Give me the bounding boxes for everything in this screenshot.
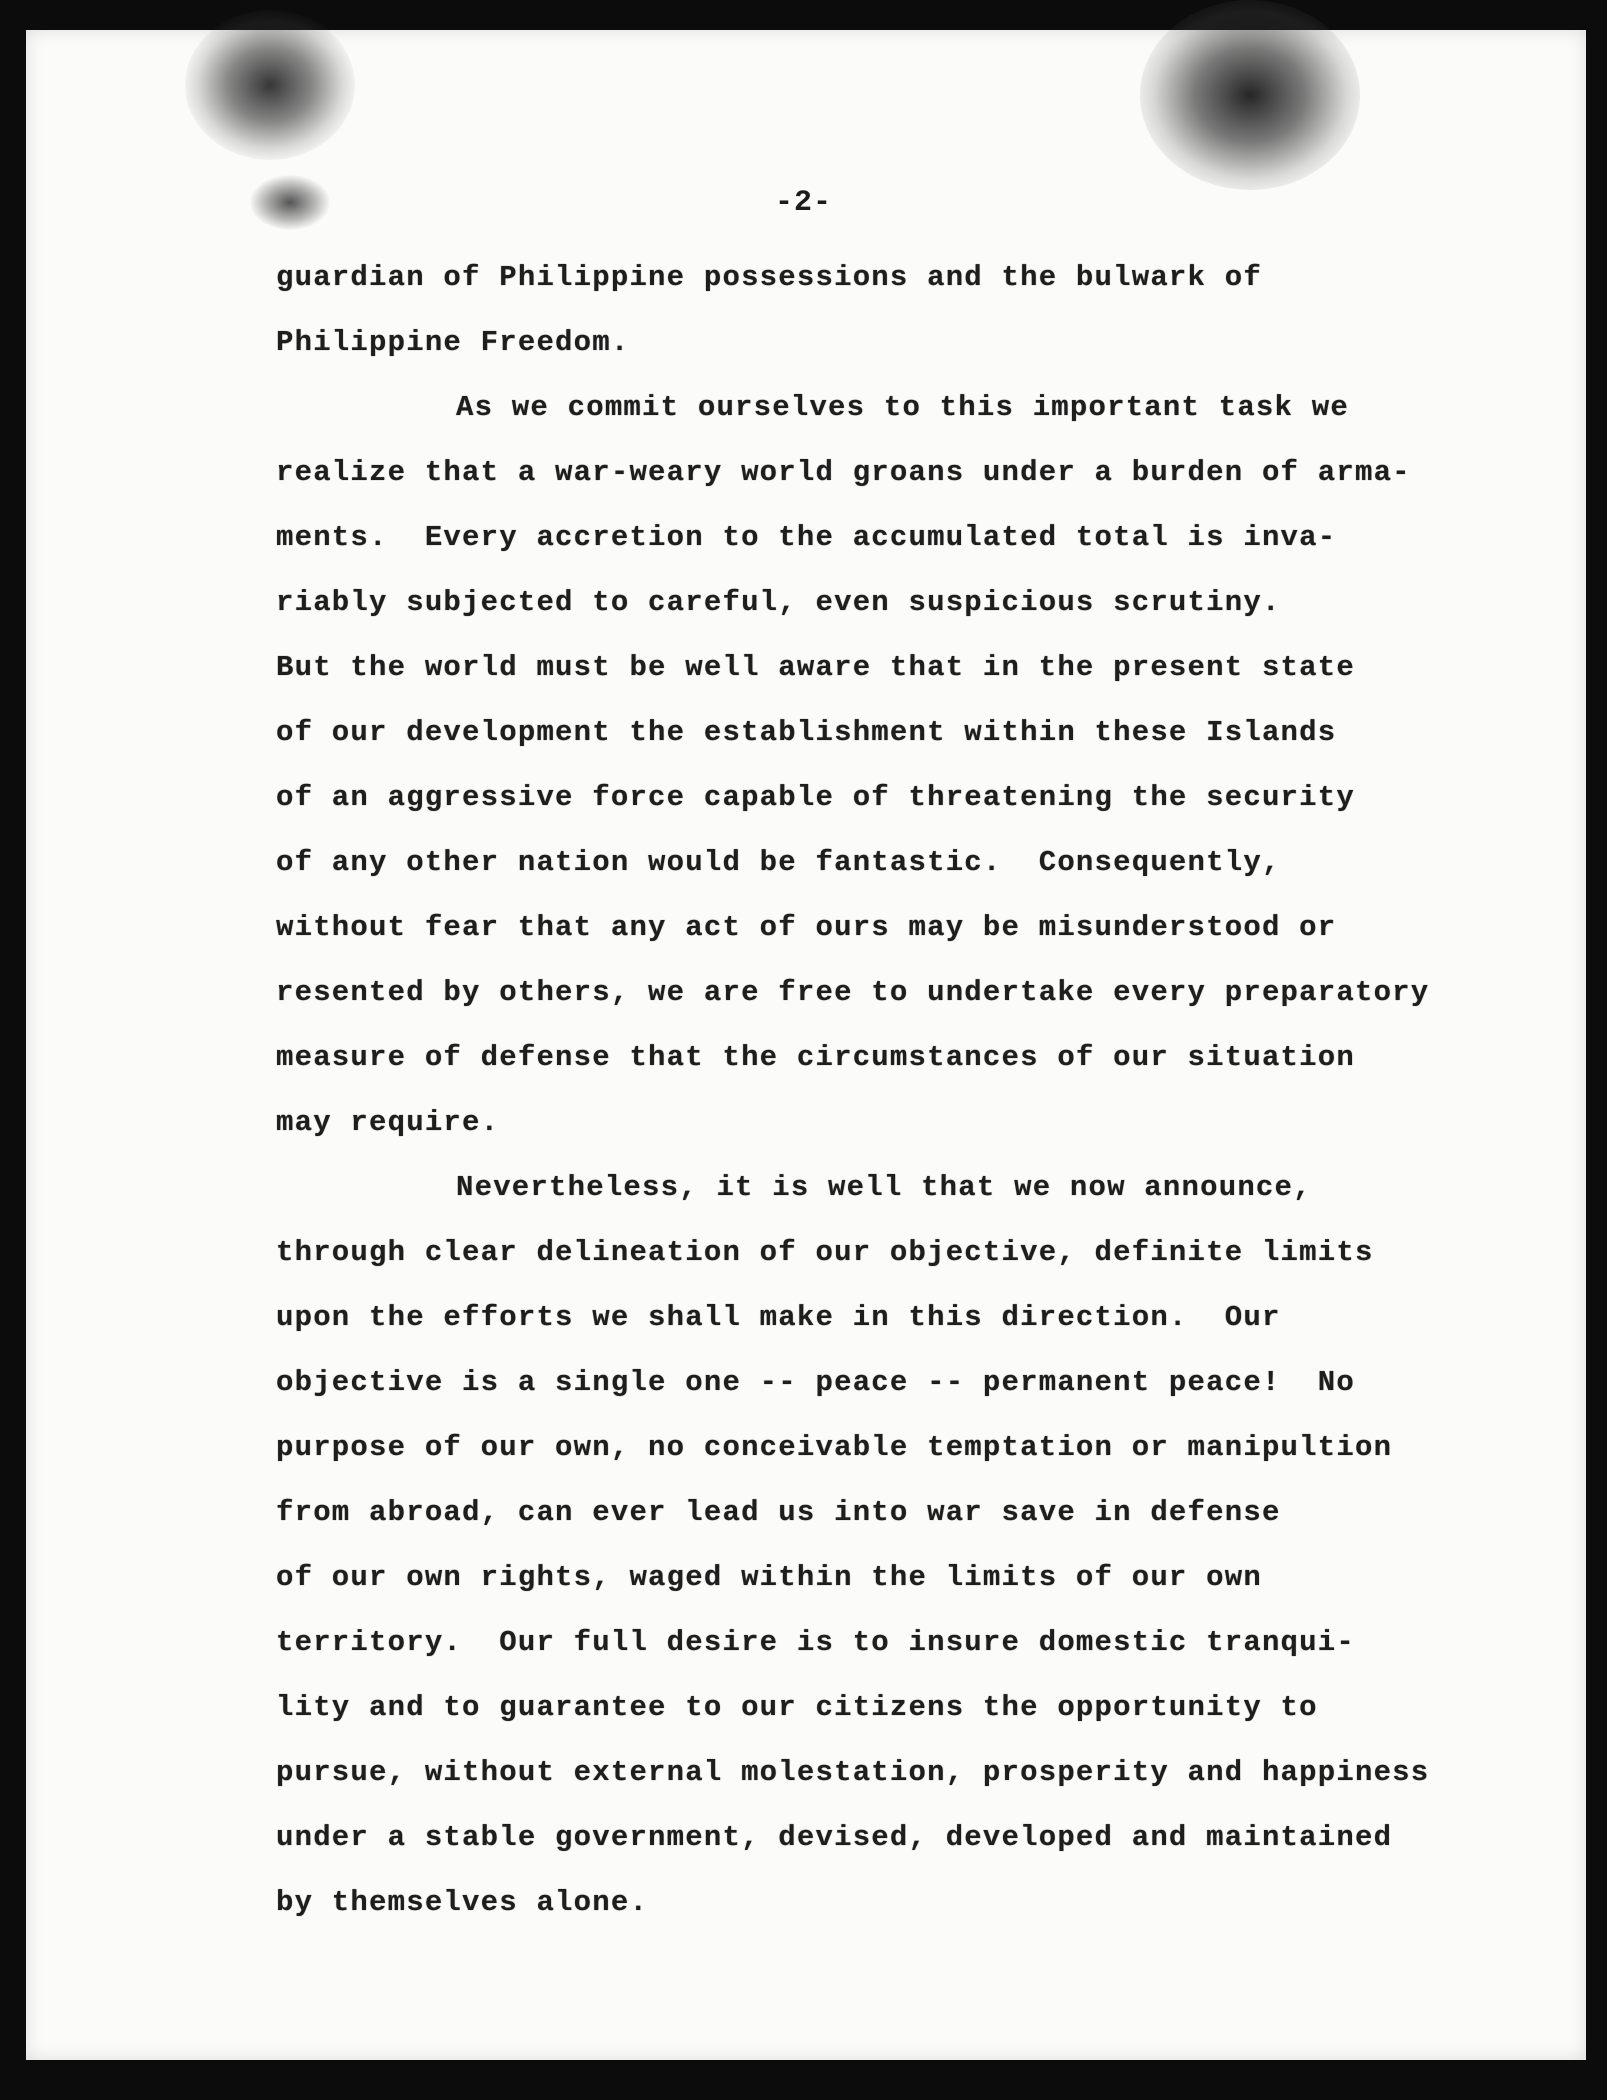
- text-line: measure of defense that the circumstances of our situation: [276, 1041, 1355, 1074]
- text-line: by themselves alone.: [276, 1886, 649, 1919]
- text-line: from abroad, can ever lead us into war save in defense: [276, 1496, 1281, 1529]
- text-line: riably subjected to careful, even suspicious scrutiny.: [276, 586, 1281, 619]
- text-line: of our development the establishment within these Islands: [276, 716, 1337, 749]
- text-line: But the world must be well aware that in the present state: [276, 651, 1355, 684]
- text-line: purpose of our own, no conceivable temptation or manipultion: [276, 1431, 1393, 1464]
- text-line: guardian of Philippine possessions and the bulwark of: [276, 261, 1262, 294]
- document-body: [276, 245, 1506, 1935]
- text-line: lity and to guarantee to our citizens the opportunity to: [276, 1691, 1318, 1724]
- text-line: realize that a war-weary world groans under a burden of arma-: [276, 456, 1411, 489]
- text-line: Nevertheless, it is well that we now announce,: [456, 1171, 1312, 1204]
- text-line: As we commit ourselves to this important task we: [456, 391, 1349, 424]
- text-line: upon the efforts we shall make in this direction. Our: [276, 1301, 1281, 1334]
- text-line: may require.: [276, 1106, 500, 1139]
- text-line: resented by others, we are free to undertake every preparatory: [276, 976, 1430, 1009]
- text-line: through clear delineation of our objective, definite limits: [276, 1236, 1374, 1269]
- text-line: under a stable government, devised, developed and maintained: [276, 1821, 1393, 1854]
- text-line: objective is a single one -- peace -- permanent peace! No: [276, 1366, 1355, 1399]
- page-number: -2-: [774, 186, 832, 220]
- text-line: pursue, without external molestation, prosperity and happiness: [276, 1756, 1430, 1789]
- text-line: Philippine Freedom.: [276, 326, 630, 359]
- text-line: territory. Our full desire is to insure domestic tranqui-: [276, 1626, 1355, 1659]
- text-line: of our own rights, waged within the limits of our own: [276, 1561, 1262, 1594]
- text-line: ments. Every accretion to the accumulated total is inva-: [276, 521, 1337, 554]
- text-line: without fear that any act of ours may be misunderstood or: [276, 911, 1337, 944]
- text-line: of any other nation would be fantastic. Consequently,: [276, 846, 1281, 879]
- text-line: of an aggressive force capable of threatening the security: [276, 781, 1355, 814]
